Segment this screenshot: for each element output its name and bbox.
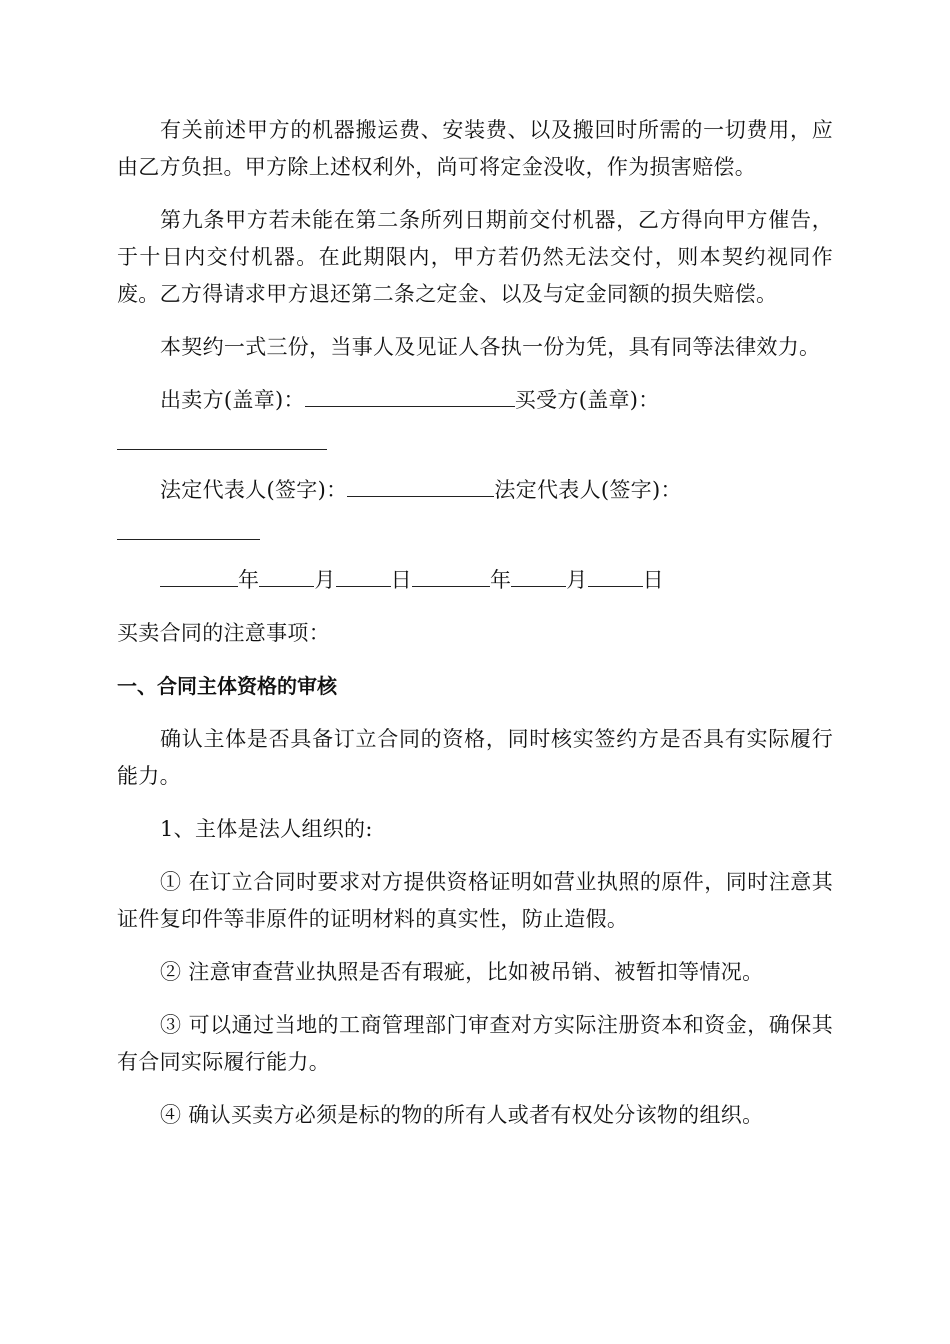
seller-month-label: 月 [314,568,336,592]
section-heading-subject-qualification: 一、合同主体资格的审核 [117,674,337,698]
point-four: ④ 确认买卖方必须是标的物的所有人或者有权处分该物的组织。 [160,1103,764,1127]
seller-day-label: 日 [390,568,412,592]
seller-year-label: 年 [238,568,260,592]
item-legal-entity-title: 1、主体是法人组织的: [160,817,373,841]
seller-representative-label: 法定代表人(签字)： [160,478,348,502]
section-intro: 确认主体是否具备订立合同的资格，同时核实签约方是否具有实际履行能力。 [117,727,833,788]
buyer-year-line [412,562,490,587]
point-one: ① 在订立合同时要求对方提供资格证明如营业执照的原件，同时注意其证件复印件等非原件的证明材料的真实性，防止造假。 [117,870,833,931]
buyer-seal-line [117,425,327,450]
buyer-seal-line-row [117,419,833,456]
seller-day-line [336,562,391,587]
buyer-representative-line [117,515,260,540]
paragraph-article-nine: 第九条甲方若未能在第二条所列日期前交付机器，乙方得向甲方催告，于十日内交付机器。在此期限内，甲方若仍然无法交付，则本契约视同作废。乙方得请求甲方退还第二条之定金、以及与定金同额的损失赔偿。 [117,208,833,306]
seller-representative-line [347,472,494,497]
seller-year-line [160,562,238,587]
buyer-day-line [588,562,643,587]
buyer-year-label: 年 [489,568,512,592]
point-three: ③ 可以通过当地的工商管理部门审查对方实际注册资本和资金，确保其有合同实际履行能力。 [117,1013,833,1074]
buyer-day-label: 日 [642,568,664,592]
buyer-representative-line-row [117,509,833,546]
date-row [117,562,833,599]
document-page [117,112,833,1150]
point-two: ② 注意审查营业执照是否有瑕疵，比如被吊销、被暂扣等情况。 [160,960,764,984]
buyer-representative-label: 法定代表人(签字)： [494,478,682,502]
seller-seal-label: 出卖方(盖章)： [160,388,305,412]
seal-row [117,382,833,419]
paragraph-copies-clause: 本契约一式三份，当事人及见证人各执一份为凭，具有同等法律效力。 [160,335,821,359]
seller-month-line [259,562,314,587]
notes-title: 买卖合同的注意事项： [117,621,330,645]
buyer-seal-label: 买受方(盖章)： [514,388,660,412]
seller-seal-line [305,382,515,407]
buyer-month-line [511,562,566,587]
representative-row [117,472,833,509]
buyer-month-label: 月 [566,568,588,592]
paragraph-expense-clause: 有关前述甲方的机器搬运费、安装费、以及搬回时所需的一切费用，应由乙方负担。甲方除上述权利外，尚可将定金没收，作为损害赔偿。 [117,118,833,179]
